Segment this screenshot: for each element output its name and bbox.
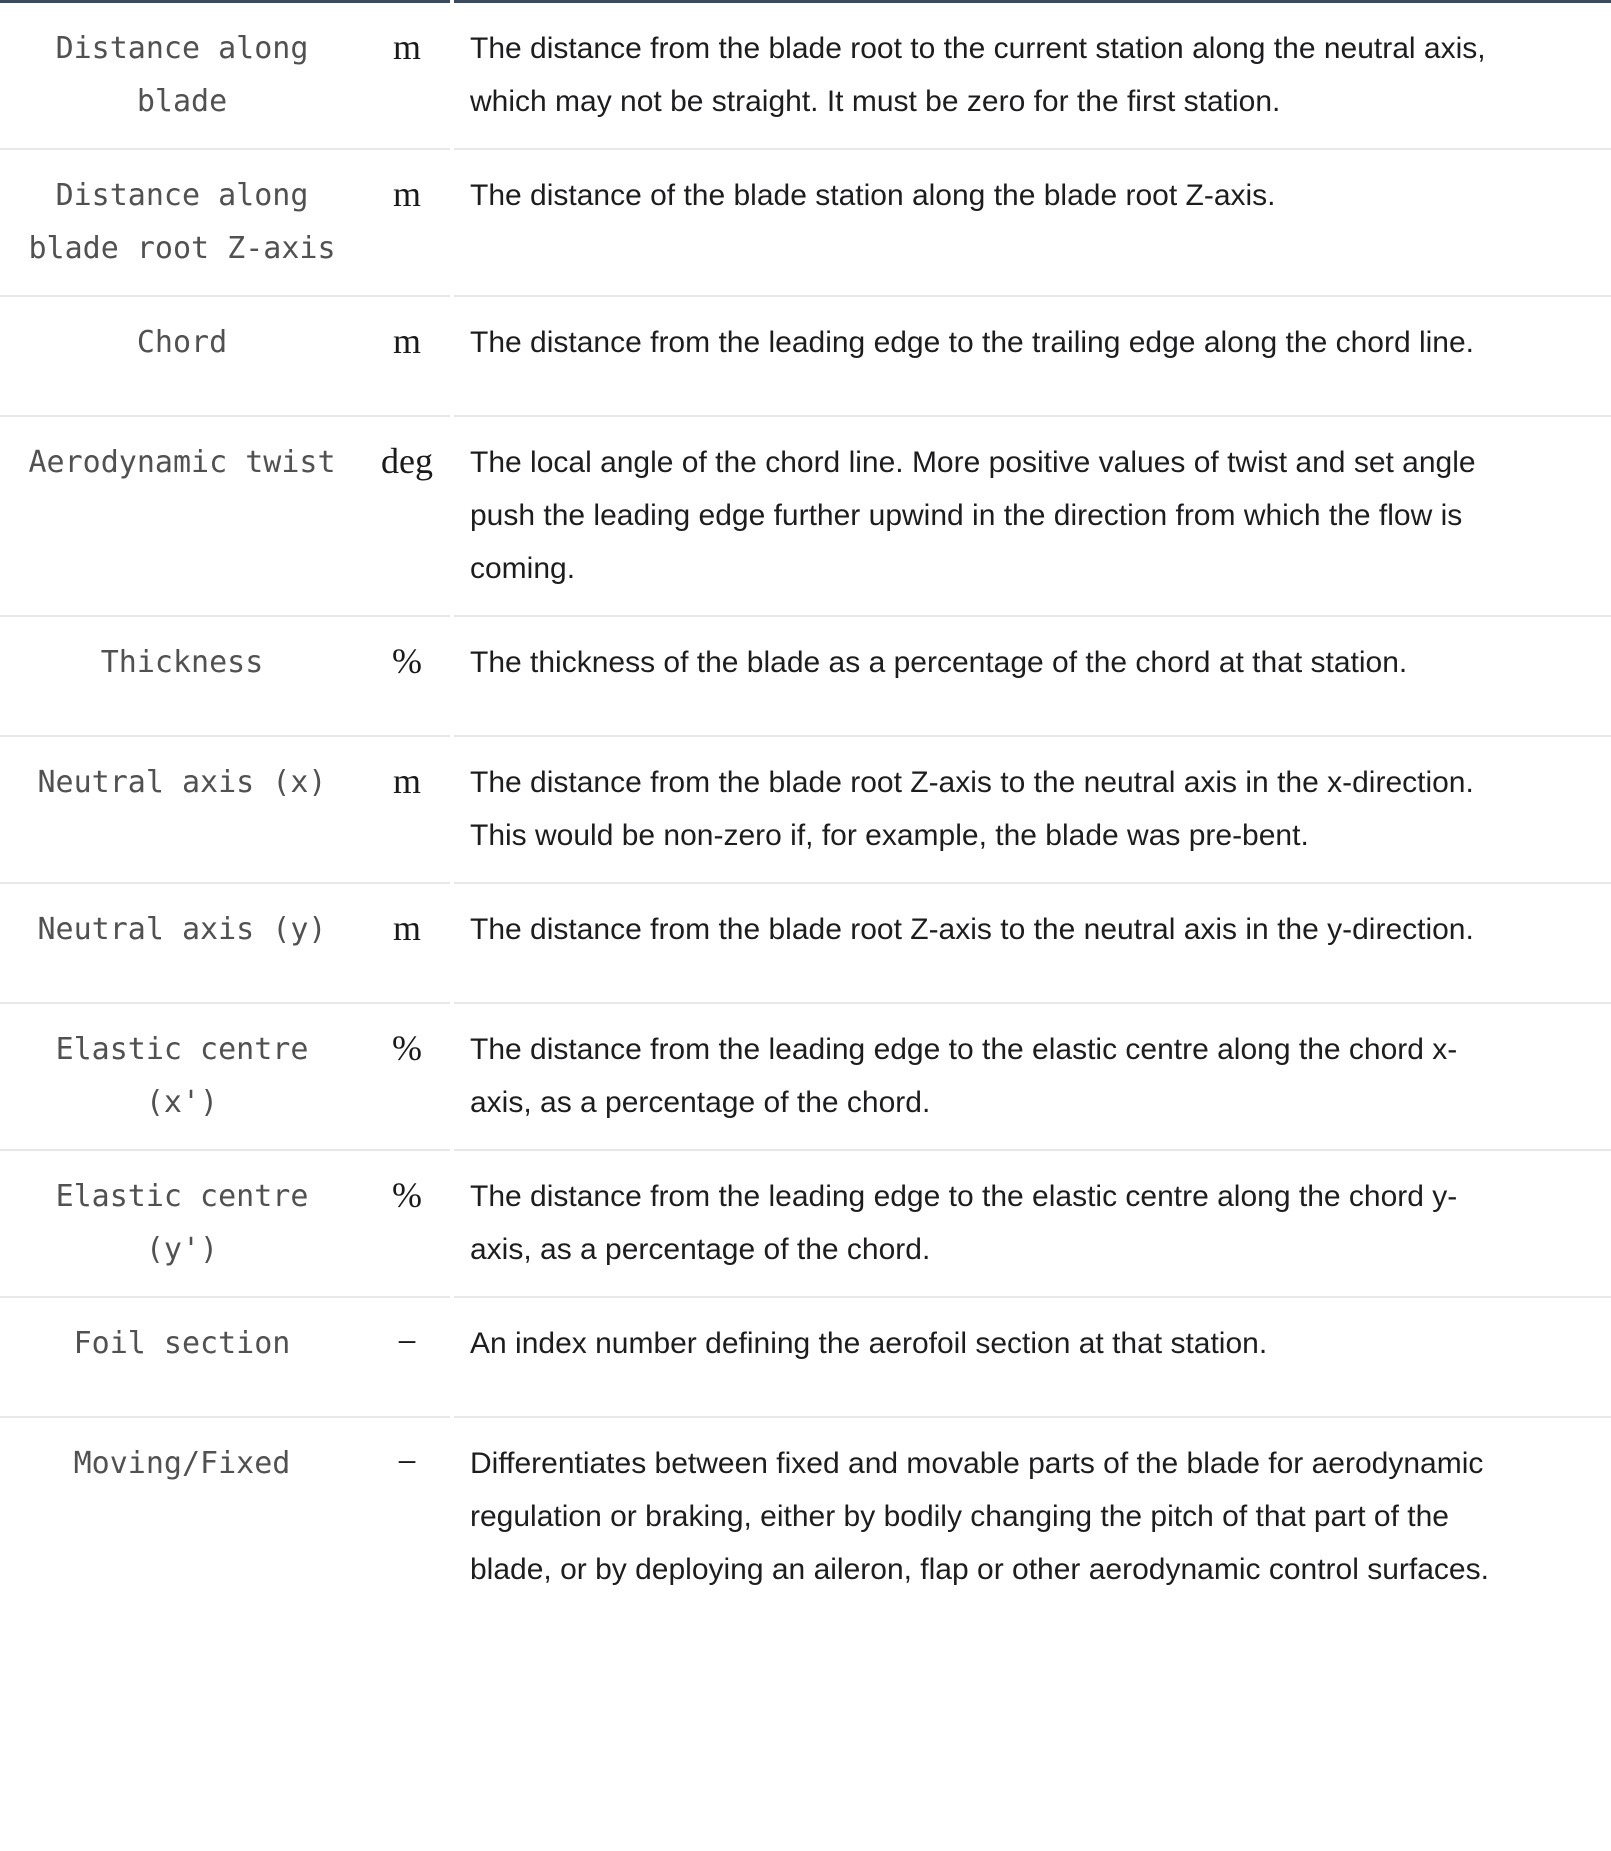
table-row [0, 1002, 1611, 1149]
parameter-unit: deg [381, 441, 433, 481]
parameter-name: Aerodynamic twist [28, 445, 336, 480]
name-unit-cell [0, 1296, 450, 1416]
parameter-unit: % [392, 1028, 422, 1068]
parameter-unit: − [396, 1442, 418, 1482]
name-unit-cell [0, 882, 450, 1002]
parameter-unit: % [392, 641, 422, 681]
parameter-description: The distance from the blade root to the current station along the neutral axis, which may not be straight. It must be zero for the first station. [454, 0, 1611, 148]
parameter-name: Neutral axis (x) [37, 765, 327, 800]
parameter-name: Chord [136, 325, 228, 360]
name-unit-cell [0, 1149, 450, 1296]
name-unit-cell [0, 615, 450, 735]
parameter-unit: − [396, 1322, 418, 1362]
table-row [0, 148, 1611, 295]
parameter-unit: % [392, 1175, 422, 1215]
name-unit-cell [0, 735, 450, 882]
table-row [0, 882, 1611, 1002]
parameter-name: Distance along blade [55, 31, 309, 119]
parameter-name: Elastic centre (x') [55, 1032, 309, 1120]
table-row [0, 0, 1611, 148]
parameter-description: An index number defining the aerofoil section at that station. [454, 1296, 1611, 1416]
parameter-name: Neutral axis (y) [37, 912, 327, 947]
parameter-unit: m [392, 321, 421, 361]
parameter-name: Elastic centre (y') [55, 1179, 309, 1267]
parameter-name: Foil section [73, 1326, 291, 1361]
name-unit-cell [0, 295, 450, 415]
parameter-name: Thickness [100, 645, 264, 680]
parameter-description: The distance from the blade root Z-axis to the neutral axis in the y-direction. [454, 882, 1611, 1002]
parameter-description: Differentiates between fixed and movable parts of the blade for aerodynamic regulation or braking, either by bodily changing the pitch of that part of the blade, or by deploying an aileron, flap or other aerodynamic control surfaces. [454, 1416, 1611, 1616]
table-row [0, 615, 1611, 735]
parameter-description: The local angle of the chord line. More positive values of twist and set angle push the leading edge further upwind in the direction from which the flow is coming. [454, 415, 1611, 615]
table-row [0, 415, 1611, 615]
parameter-unit: m [392, 27, 421, 67]
table-row [0, 1149, 1611, 1296]
parameter-unit: m [392, 761, 421, 801]
parameter-name: Moving/Fixed [73, 1446, 291, 1481]
table-row [0, 295, 1611, 415]
table-row [0, 1296, 1611, 1416]
parameter-description: The distance from the leading edge to the elastic centre along the chord x-axis, as a percentage of the chord. [454, 1002, 1611, 1149]
parameter-description: The distance from the leading edge to the elastic centre along the chord y-axis, as a percentage of the chord. [454, 1149, 1611, 1296]
parameter-description: The distance from the leading edge to the trailing edge along the chord line. [454, 295, 1611, 415]
parameter-unit: m [392, 908, 421, 948]
parameter-description: The distance from the blade root Z-axis to the neutral axis in the x-direction. This would be non-zero if, for example, the blade was pre-bent. [454, 735, 1611, 882]
table-row [0, 1416, 1611, 1616]
name-unit-cell [0, 0, 450, 148]
name-unit-cell [0, 148, 450, 295]
parameter-unit: m [392, 174, 421, 214]
parameter-description: The distance of the blade station along the blade root Z-axis. [454, 148, 1611, 295]
name-unit-cell [0, 1002, 450, 1149]
name-unit-cell [0, 1416, 450, 1616]
parameter-name: Distance along blade root Z-axis [28, 178, 336, 266]
parameter-description: The thickness of the blade as a percentage of the chord at that station. [454, 615, 1611, 735]
name-unit-cell [0, 415, 450, 615]
table-row [0, 735, 1611, 882]
